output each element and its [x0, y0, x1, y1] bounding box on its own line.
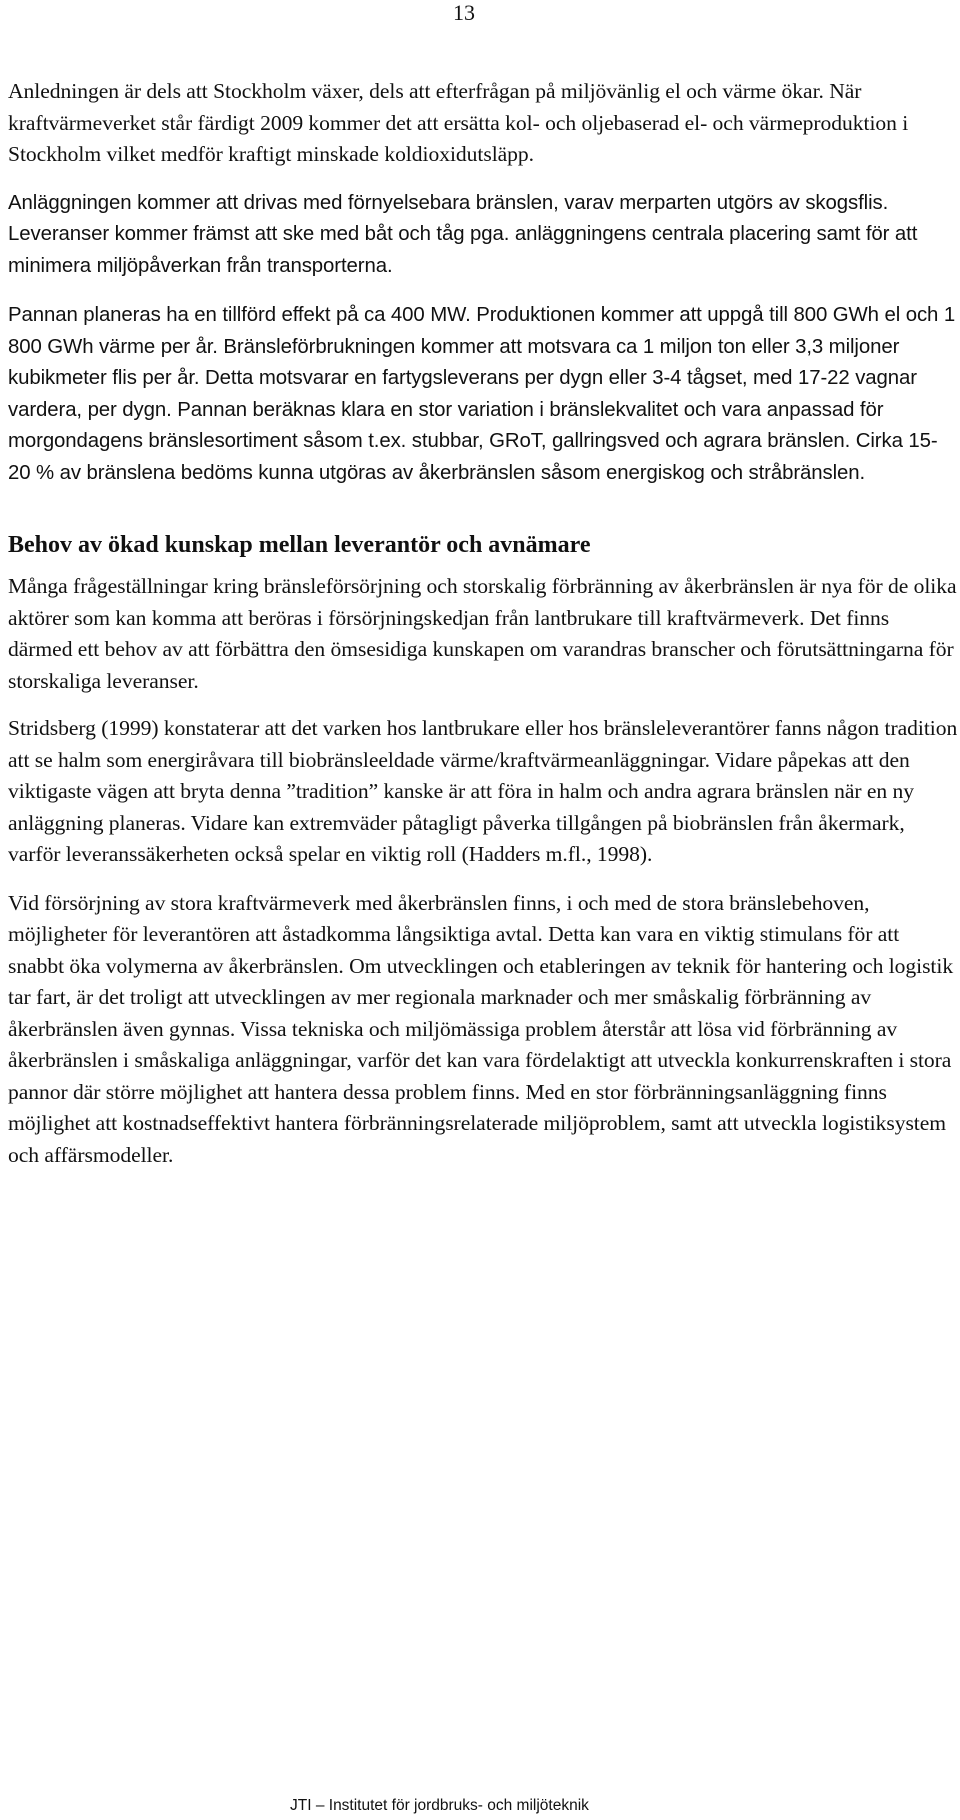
paragraph-fuel-supply: Anläggningen kommer att drivas med förnyelsebara bränslen, varav merparten utgörs av skogsflis. Leveranser kommer främst att ske med båt och tåg pga. anläggningens centrala placering samt för att minimera miljöpåverkan från transporterna.: [8, 191, 918, 277]
paragraph-knowledge-need: Många frågeställningar kring bränsleförsörjning och storskalig förbränning av åkerbränslen är nya för de olika aktörer som kan komma att beröras i försörjningskedjan från lantbrukare till kraftvärmeverk. Det finns därmed ett behov av att förbättra den ömsesidiga kunskapen om varandras branscher och förutsättningarna för storskaliga leveranser.: [8, 574, 957, 693]
paragraph-large-plants: Vid försörjning av stora kraftvärmeverk med åkerbränslen finns, i och med de stora bränslebehoven, möjligheter för leverantören att åstadkomma långsiktiga avtal. Detta kan vara en viktig stimulans för att snabbt öka volymerna av åkerbränslen. Om utvecklingen och etableringen av teknik för hantering och logistik tar fart, är det troligt att utvecklingen av mer regionala marknader och mer småskalig förbränning av åkerbränslen även gynnas. Vissa tekniska och miljömässiga problem återstår att lösa vid förbränning av åkerbränslen i småskaliga anläggningar, varför det kan vara fördelaktigt att utveckla konkurrenskraften i stora pannor där större möjlighet att hantera dessa problem finns. Med en stor förbränningsanläggning finns möjlighet att kostnadseffektivt hantera förbränningsrelaterade miljöproblem, samt att utveckla logistiksystem och affärsmodeller.: [8, 890, 954, 1167]
paragraph-stockholm-growth: Anledningen är dels att Stockholm växer, dels att efterfrågan på miljövänlig el och värme ökar. När kraftvärmeverket står färdigt 2009 kommer det att ersätta kol- och oljebaserad el- och värmeproduktion i Stockholm vilket medför kraftigt minskade koldioxidutsläpp.: [8, 79, 909, 166]
page-number: 13: [453, 0, 475, 25]
paragraph-stridsberg: Stridsberg (1999) konstaterar att det varken hos lantbrukare eller hos bränsleleverantörer fanns någon tradition att se halm som energiråvara till biobränsleeldade värme/kraftvärmeanläggningar. Vidare påpekas att den viktigaste vägen att bryta denna ”tradition” kanske är att föra in halm och andra agrara bränslen när en ny anläggning planeras. Vidare kan extremväder påtagligt påverka tillgången på biobränslen från åkermark, varför leveranssäkerheten också spelar en viktig roll (Hadders m.fl., 1998).: [8, 716, 958, 866]
paragraph-boiler-capacity: Pannan planeras ha en tillförd effekt på ca 400 MW. Produktionen kommer att uppgå till 800 GWh el och 1 800 GWh värme per år. Bränsleförbrukningen kommer att motsvara ca 1 miljon ton eller 3,3 miljoner kubikmeter flis per år. Detta motsvarar en fartygsleverans per dygn eller 3-4 tågset, med 17-22 vagnar vardera, per dygn. Pannan beräknas klara en stor variation i bränslekvalitet och vara anpassad för morgondagens bränslesortiment såsom t.ex. stubbar, GRoT, gallringsved och agrara bränslen. Cirka 15-20 % av bränslena bedöms kunna utgöras av åkerbränslen såsom energiskog och stråbränslen.: [8, 304, 956, 484]
section-heading: Behov av ökad kunskap mellan leverantör och avnämare: [8, 532, 591, 558]
page-footer: JTI – Institutet för jordbruks- och miljöteknik: [290, 1797, 589, 1814]
page-content: [8, 76, 958, 1171]
